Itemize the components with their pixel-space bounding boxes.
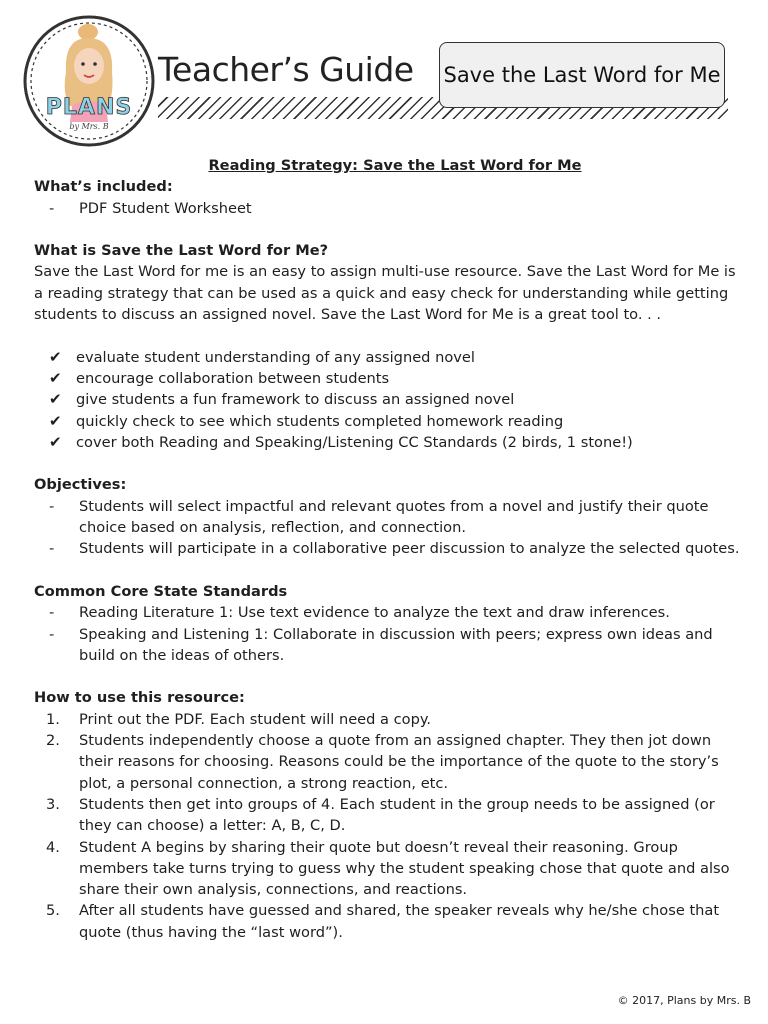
standards-heading: Common Core State Standards xyxy=(34,582,288,600)
list-item: ✔ encourage collaboration between students xyxy=(34,368,746,389)
objectives-heading: Objectives: xyxy=(34,476,127,494)
plans-by-mrs-b-logo xyxy=(22,14,156,148)
standards-list xyxy=(34,602,746,666)
list-item: - Reading Literature 1: Use text evidence to analyze the text and draw inferences. xyxy=(34,602,746,623)
list-item: 1. Print out the PDF. Each student will need a copy. xyxy=(46,710,432,728)
list-item: - Speaking and Listening 1: Collaborate in discussion with peers; express own ideas and build on the ideas of others. xyxy=(34,624,746,667)
included-heading: What’s included: xyxy=(34,178,173,196)
page-title: Teacher’s Guide xyxy=(158,50,414,89)
list-item: - PDF Student Worksheet xyxy=(34,198,746,219)
benefits-list xyxy=(34,347,746,453)
what-is-heading: What is Save the Last Word for Me? xyxy=(34,242,329,260)
check-mark-icon: ✔ xyxy=(49,390,62,409)
logo-subtext: by Mrs. B xyxy=(69,122,109,131)
list-item: 4. Student A begins by sharing their quote but doesn’t reveal their reasoning. Group members take turns trying to guess why the student speaking chose that quote and also share their own analysis, connections, and reactions. xyxy=(46,838,730,899)
list-item: 5. After all students have guessed and shared, the speaker reveals why he/she chose that quote (thus having the “last word”). xyxy=(46,902,720,941)
check-mark-icon: ✔ xyxy=(49,411,62,430)
title-label-box: Save the Last Word for Me xyxy=(439,42,725,108)
list-item: ✔ quickly check to see which students completed homework reading xyxy=(34,411,746,432)
strategy-heading: Reading Strategy: Save the Last Word for Me xyxy=(208,157,582,174)
list-item: - Students will select impactful and relevant quotes from a novel and justify their quote choice based on analysis, reflection, and connection. xyxy=(34,496,746,539)
how-to-heading: How to use this resource: xyxy=(34,689,245,707)
list-item: - Students will participate in a collaborative peer discussion to analyze the selected quotes. xyxy=(34,538,746,559)
objectives-list xyxy=(34,496,746,560)
how-to-steps xyxy=(34,709,746,943)
check-mark-icon: ✔ xyxy=(49,432,62,451)
what-is-paragraph: Save the Last Word for me is an easy to assign multi-use resource. Save the Last Word for Me is a reading strategy that can be used as a quick and easy check for understanding while getting students to discuss an assigned novel. Save the Last Word for Me is a great tool to. . . xyxy=(34,263,736,324)
logo-text: PLANS xyxy=(45,95,133,120)
copyright-footer: © 2017, Plans by Mrs. B xyxy=(617,994,751,1007)
list-item: ✔ give students a fun framework to discuss an assigned novel xyxy=(34,389,746,410)
check-mark-icon: ✔ xyxy=(49,347,62,366)
list-item: ✔ evaluate student understanding of any assigned novel xyxy=(34,347,746,368)
included-list xyxy=(34,198,746,219)
document-body xyxy=(34,155,746,943)
list-item: ✔ cover both Reading and Speaking/Listening CC Standards (2 birds, 1 stone!) xyxy=(34,432,746,453)
list-item: 3. Students then get into groups of 4. Each student in the group needs to be assigned (or they can choose) a letter: A, B, C, D. xyxy=(46,795,715,835)
check-mark-icon: ✔ xyxy=(49,368,62,387)
list-item: 2. Students independently choose a quote from an assigned chapter. They then jot down their reasons for choosing. Reasons could be the importance of the quote to the story’s plot, a personal connection, a strong reaction, etc. xyxy=(46,732,719,792)
